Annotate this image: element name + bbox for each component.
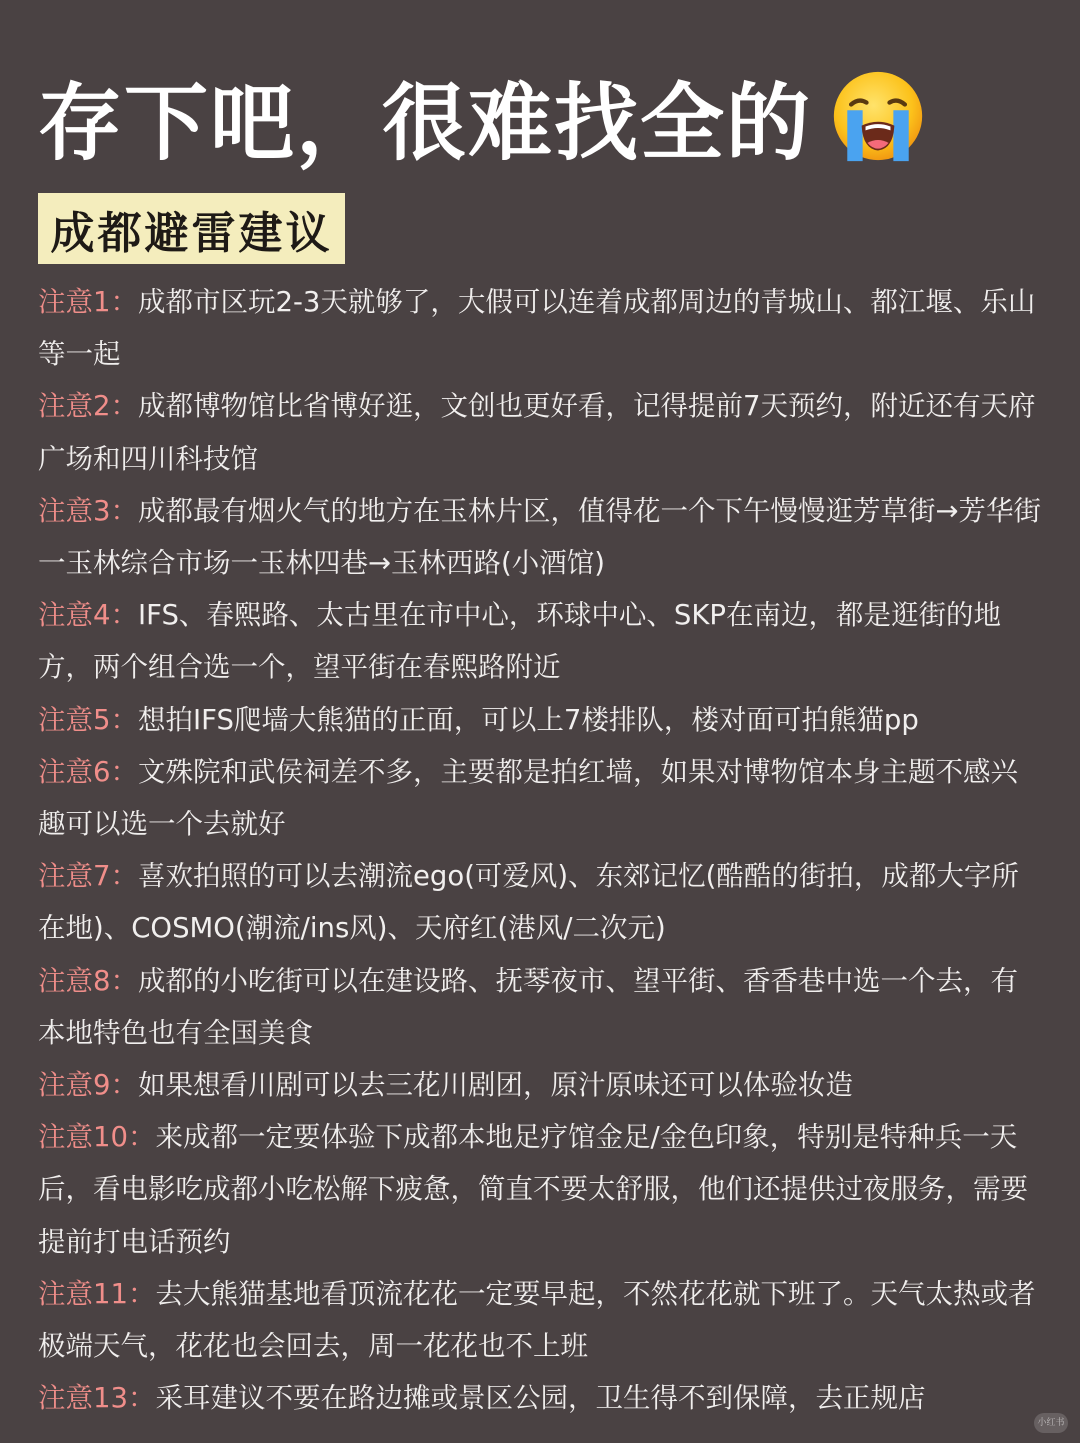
tip-item: [38, 1059, 1042, 1111]
tip-text: 成都博物馆比省博好逛，文创也更好看，记得提前7天预约，附近还有天府广场和四川科技馆: [38, 390, 1036, 475]
tip-item: [38, 746, 1042, 850]
tip-text: 喜欢拍照的可以去潮流ego(可爱风)、东郊记忆(酷酷的街拍，成都大字所在地)、COSMO(潮流/ins风)、天府红(港风/二次元): [38, 860, 1019, 945]
tip-label: 注意4：: [38, 599, 138, 632]
tip-item: [38, 589, 1042, 693]
tip-item: [38, 1372, 1042, 1424]
tip-item: [38, 850, 1042, 954]
tip-label: 注意13：: [38, 1382, 156, 1415]
tip-label: 注意9：: [38, 1069, 138, 1102]
tip-text: 成都市区玩2-3天就够了，大假可以连着成都周边的青城山、都江堰、乐山等一起: [38, 286, 1036, 371]
tip-item: [38, 276, 1042, 380]
loudly-crying-face-icon: [830, 68, 926, 164]
section-title: 成都避雷建议: [38, 193, 345, 264]
tip-text: 如果想看川剧可以去三花川剧团，原汁原味还可以体验妆造: [138, 1069, 853, 1102]
tip-text: 文殊院和武侯祠差不多，主要都是拍红墙，如果对博物馆本身主题不感兴趣可以选一个去就好: [38, 755, 1018, 841]
tip-text: 采耳建议不要在路边摊或景区公园，卫生得不到保障，去正规店: [155, 1382, 926, 1415]
tip-label: 注意10：: [38, 1121, 156, 1154]
tip-item: [38, 955, 1042, 1059]
tip-text: 来成都一定要体验下成都本地足疗馆金足/金色印象，特别是特种兵一天后，看电影吃成都小吃松解下疲惫，简直不要太舒服，他们还提供过夜服务，需要提前打电话预约: [38, 1121, 1028, 1258]
tip-text: 想拍IFS爬墙大熊猫的正面，可以上7楼排队，楼对面可拍熊猫pp: [138, 703, 919, 736]
page-title: [38, 56, 926, 176]
tip-item: [38, 1111, 1042, 1268]
tip-text: 成都的小吃街可以在建设路、抚琴夜市、望平街、香香巷中选一个去，有本地特色也有全国美食: [38, 964, 1018, 1049]
tip-label: 注意7：: [38, 860, 138, 893]
tips-list: [38, 276, 1042, 1424]
tip-label: 注意11：: [38, 1277, 156, 1310]
tip-item: [38, 1268, 1042, 1372]
tip-text: IFS、春熙路、太古里在市中心，环球中心、SKP在南边，都是逛街的地方，两个组合选一个，望平街在春熙路附近: [38, 599, 1001, 684]
tip-label: 注意5：: [38, 703, 138, 736]
tip-text: 成都最有烟火气的地方在玉林片区，值得花一个下午慢慢逛芳草街→芳华街一玉林综合市场一玉林四巷→玉林西路(小酒馆): [38, 494, 1042, 580]
tip-label: 注意3：: [38, 494, 138, 527]
tip-label: 注意2：: [38, 390, 138, 423]
tip-item: [38, 380, 1042, 484]
page-title-text: 存下吧，很难找全的: [38, 73, 813, 172]
tip-item: [38, 485, 1042, 589]
tip-label: 注意6：: [38, 755, 138, 788]
tip-item: [38, 694, 1042, 746]
tip-label: 注意1：: [38, 286, 138, 318]
watermark-logo: 小红书: [1034, 1413, 1068, 1433]
tip-label: 注意8：: [38, 964, 138, 997]
tip-text: 去大熊猫基地看顶流花花一定要早起，不然花花就下班了。天气太热或者极端天气，花花也会回去，周一花花也不上班: [38, 1277, 1036, 1363]
